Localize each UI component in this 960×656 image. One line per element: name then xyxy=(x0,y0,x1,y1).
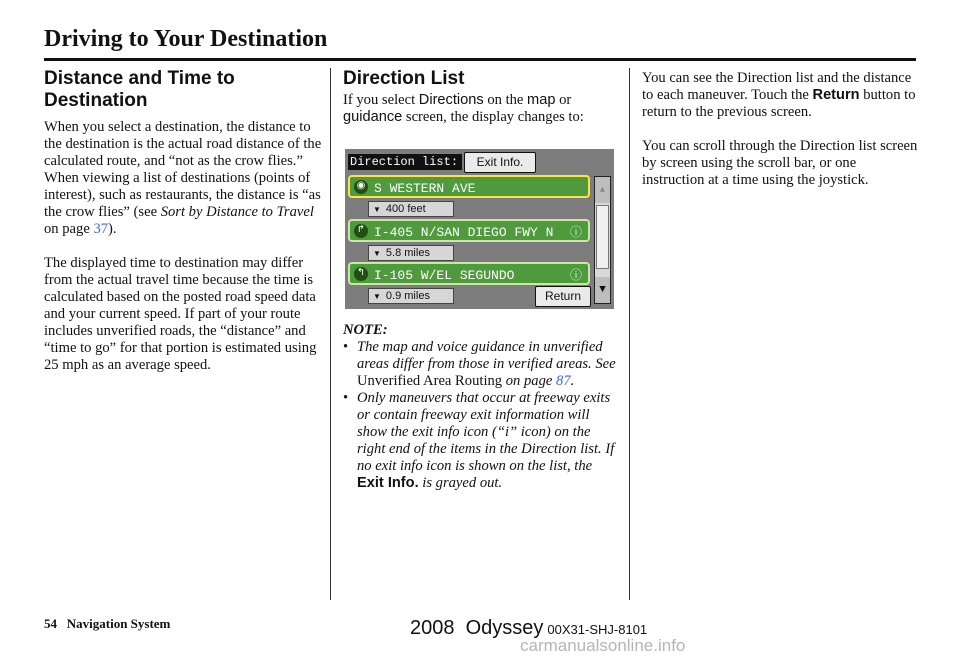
keyword: guidance xyxy=(343,109,403,125)
note-label xyxy=(343,322,619,339)
direction-list-screen xyxy=(345,149,614,309)
note-item xyxy=(343,339,619,390)
text: You can see the Direction list and the distance to each maneuver. Touch the xyxy=(642,70,912,103)
direction-item[interactable] xyxy=(348,219,590,242)
paragraph: You can scroll through the Direction list screen by screen using the scroll bar, or one instruction at a time using the joystick. xyxy=(642,138,918,188)
text: is grayed out. xyxy=(418,475,503,491)
notes xyxy=(343,322,619,492)
distance-label: ▼ 400 feet xyxy=(368,201,454,217)
page-title: Driving to Your Destination xyxy=(44,26,328,52)
direction-item[interactable] xyxy=(348,262,590,285)
text: on page xyxy=(44,221,94,237)
exit-info-icon: ⓘ xyxy=(569,225,582,239)
distance-value: 400 feet xyxy=(385,203,426,215)
scroll-up-arrow-icon[interactable]: ▲ xyxy=(595,177,610,203)
turn-right-icon: ↱ xyxy=(354,224,368,238)
section-title: Distance and Time to Destination xyxy=(44,68,235,111)
note-heading: NOTE: xyxy=(343,322,388,338)
page-number: 54 xyxy=(44,616,57,631)
scrollbar[interactable] xyxy=(594,176,611,304)
paragraph xyxy=(343,92,619,126)
text: or xyxy=(555,92,572,108)
right-column xyxy=(642,70,918,189)
direction-item[interactable] xyxy=(348,175,590,198)
note-item xyxy=(343,390,619,492)
scroll-thumb[interactable] xyxy=(596,205,609,269)
section-name: Navigation System xyxy=(66,616,171,631)
keyword: map xyxy=(527,92,556,108)
distance-label: ▼ 5.8 miles xyxy=(368,245,454,261)
text: . xyxy=(570,373,575,389)
text: on page xyxy=(502,373,557,389)
scroll-down-arrow-icon[interactable]: ▼ xyxy=(595,277,610,303)
footer-page xyxy=(44,616,170,632)
cross-reference: Unverified Area Routing xyxy=(357,373,503,389)
exit-info-button[interactable]: Exit Info. xyxy=(464,152,536,173)
model-code: 00X31-SHJ-8101 xyxy=(547,622,648,637)
exit-left-icon: ↰ xyxy=(354,267,368,281)
keyword: Directions xyxy=(418,92,484,108)
text: When you select a destination, the distance to the destination is the actual road distance of the calculated route, and “not as the crow flies.” When viewing a list of destinations (points of interest), such as restaurants, the distance is “as the crow flies” (see xyxy=(44,119,322,220)
text: The map and voice guidance in unverified areas differ from those in verified areas. See xyxy=(357,339,616,372)
paragraph xyxy=(642,70,918,121)
text: button to return to the previous screen. xyxy=(642,87,916,120)
return-button[interactable]: Return xyxy=(535,286,591,307)
section-title: Direction List xyxy=(343,68,465,89)
bullet-icon: • xyxy=(343,339,349,355)
model-name: 2008 Odyssey xyxy=(410,617,544,639)
column-divider xyxy=(330,68,331,600)
middle-column xyxy=(343,68,619,126)
header-rule xyxy=(44,58,916,61)
distance-label: ▼ 0.9 miles xyxy=(368,288,454,304)
destination-icon: ◉ xyxy=(354,180,368,194)
text: screen, the display changes to: xyxy=(402,109,584,125)
text: on the xyxy=(483,92,528,108)
direction-label: I-405 N/SAN DIEGO FWY N xyxy=(374,225,554,240)
text: ). xyxy=(108,221,117,237)
page-link[interactable]: 37 xyxy=(93,221,109,237)
paragraph: The displayed time to destination may differ from the actual travel time because the time is calculated based on the posted road speed data and your current speed. If part of your route includes unverified roads, the “distance” and “time to go” for that portion is estimated using 25 mph as an average speed. xyxy=(44,255,317,373)
exit-info-icon: ⓘ xyxy=(569,268,582,282)
bullet-icon: • xyxy=(343,390,349,406)
direction-label: S WESTERN AVE xyxy=(374,181,476,196)
page-link[interactable]: 87 xyxy=(556,373,571,389)
cross-reference: Sort by Distance to Travel xyxy=(160,204,314,220)
text: Only maneuvers that occur at freeway exits or contain freeway exit information will show the exit info icon (“i” icon) on the right end of the items in the Direction list. If no exit info icon is shown on the list, the xyxy=(357,390,615,474)
direction-label: I-105 W/EL SEGUNDO xyxy=(374,268,515,283)
screen-title: Direction list: xyxy=(348,154,462,170)
column-divider xyxy=(629,68,630,600)
watermark: carmanualsonline.info xyxy=(520,636,686,655)
paragraph xyxy=(44,119,326,238)
keyword: Exit Info. xyxy=(357,475,419,491)
distance-value: 5.8 miles xyxy=(385,247,430,259)
left-column xyxy=(44,68,326,374)
text: If you select xyxy=(343,92,419,108)
distance-value: 0.9 miles xyxy=(385,290,430,302)
keyword: Return xyxy=(812,87,860,103)
